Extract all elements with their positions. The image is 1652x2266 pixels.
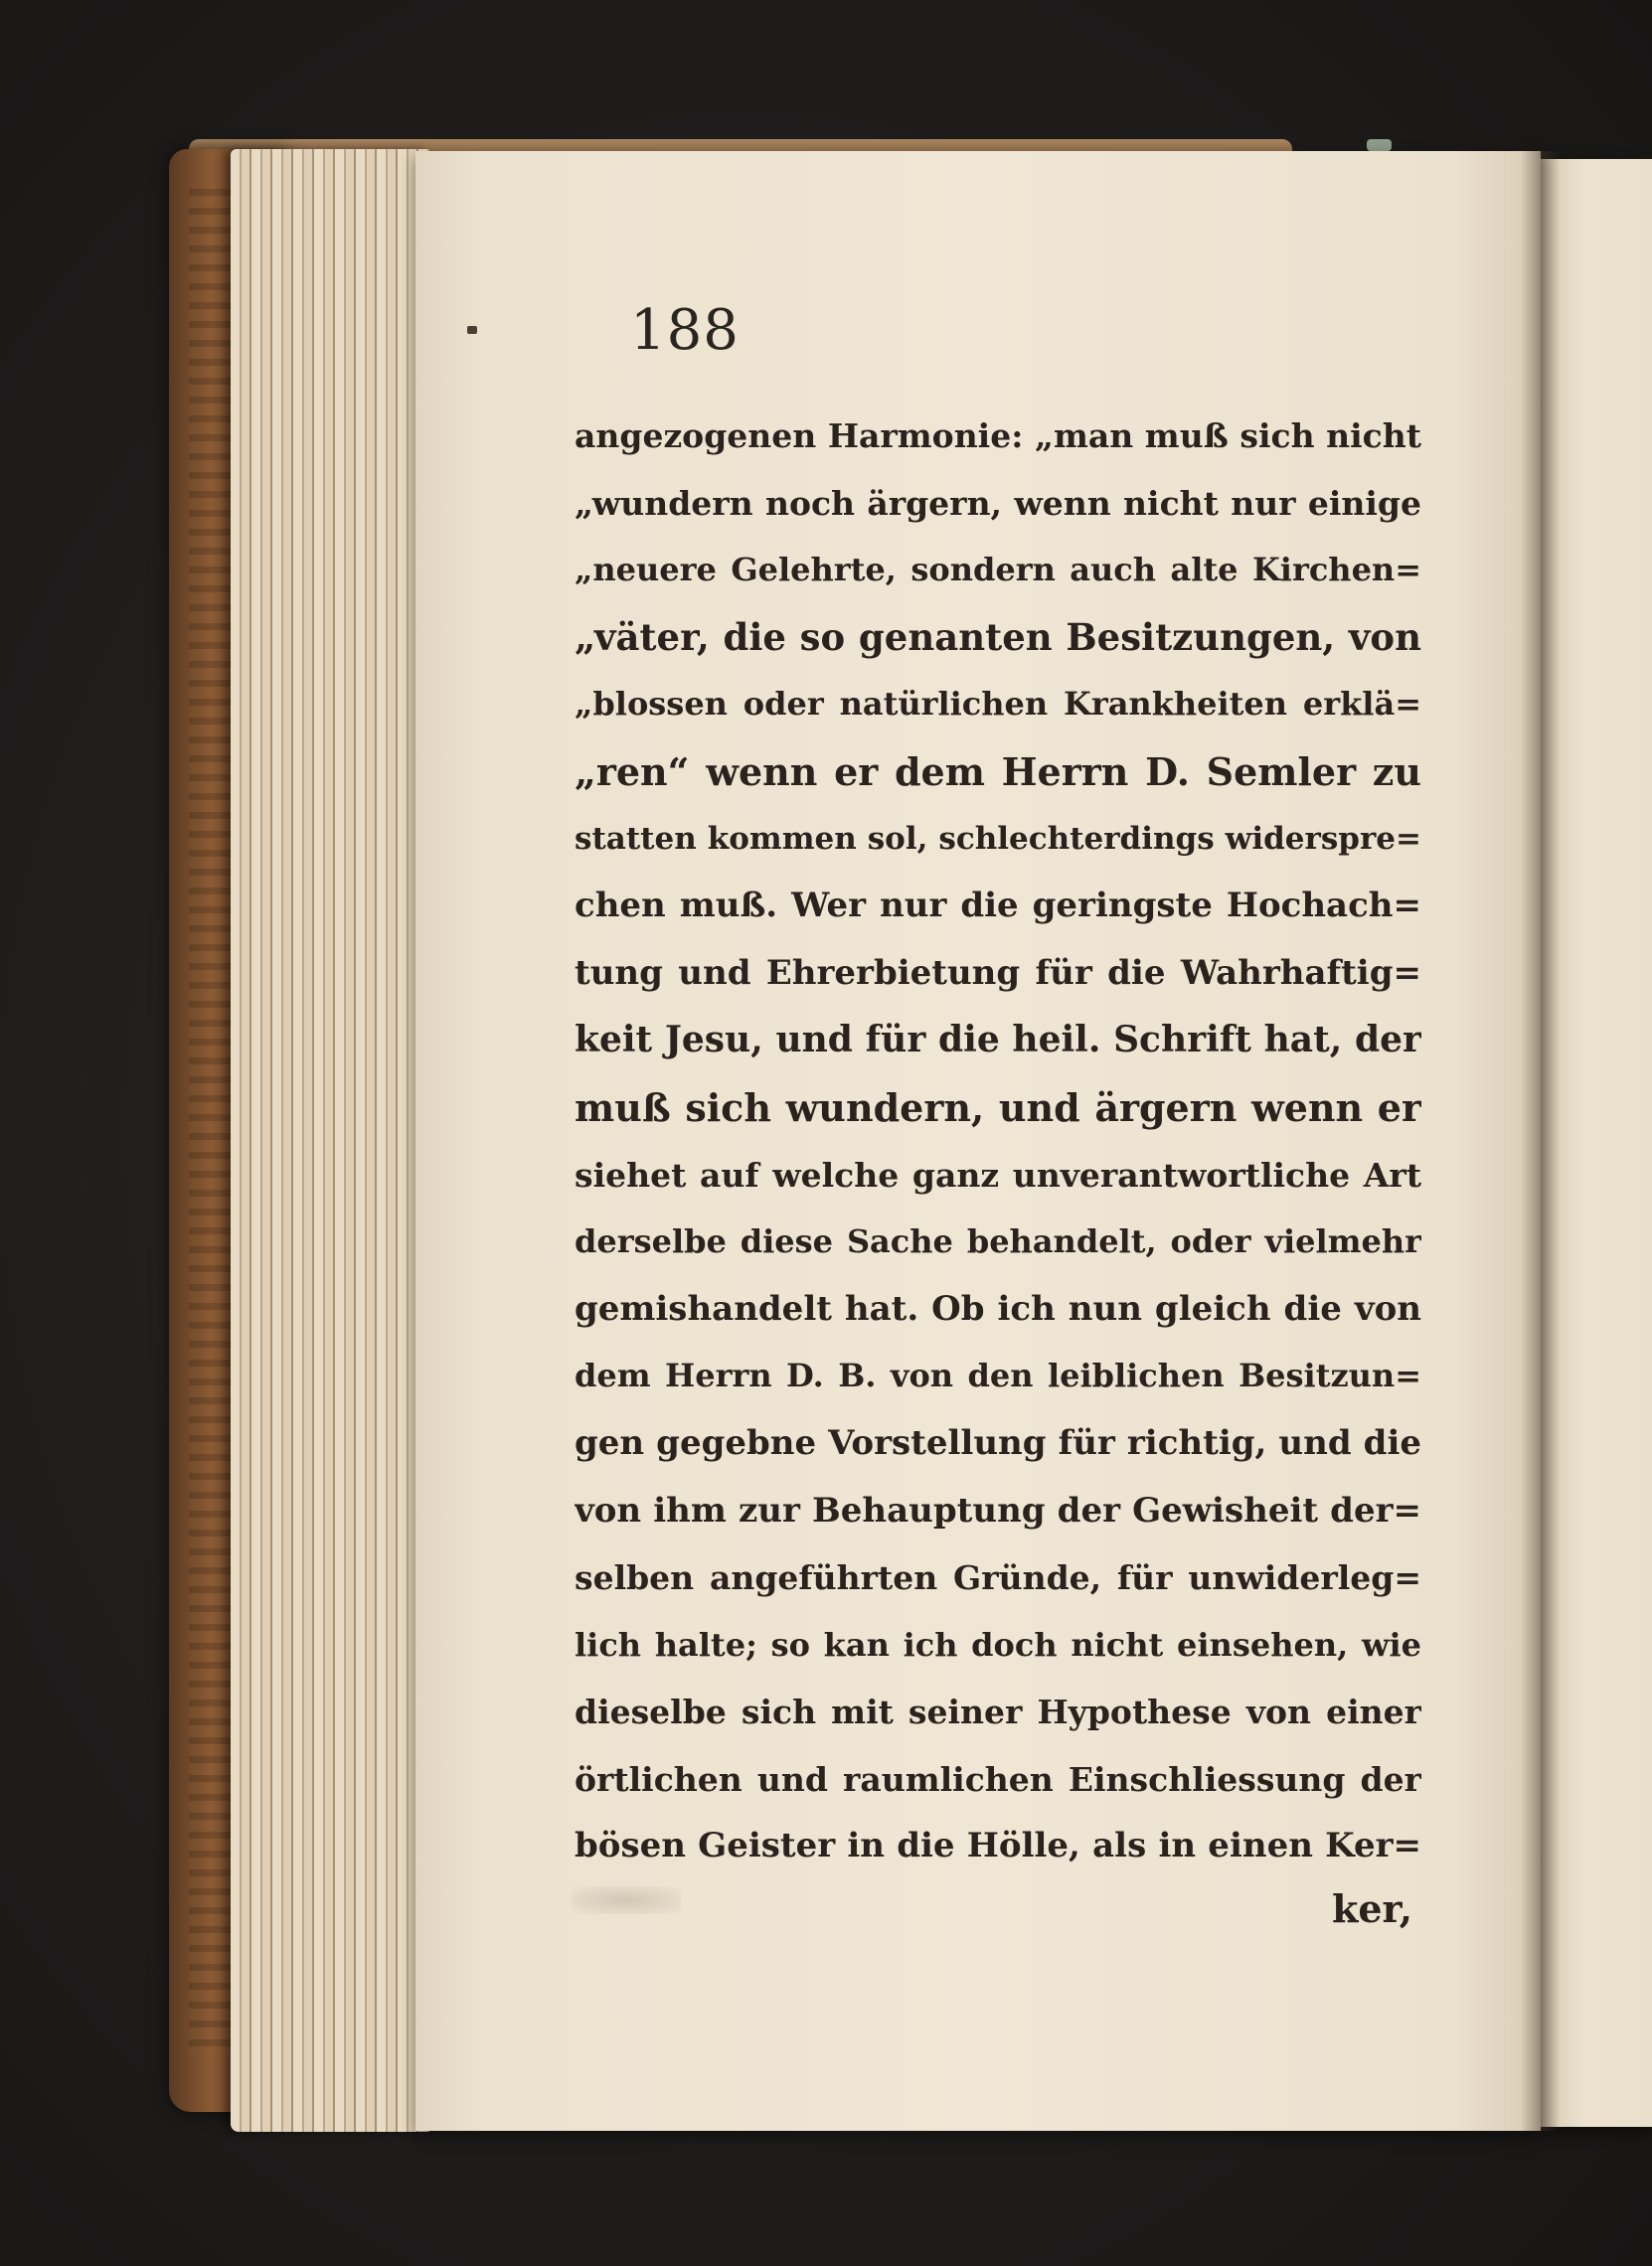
text-line: gemishandelt hat. Ob ich nun gleich die von: [575, 1288, 1421, 1329]
text-line: dieselbe sich mit seiner Hypothese von einer: [575, 1693, 1421, 1732]
text-line: örtlichen und raumlichen Einschliessung der: [575, 1759, 1421, 1799]
text-line: bösen Geister in die Hölle, als in einen Ker=: [575, 1826, 1421, 1866]
text-line: „ren“ wenn er dem Herrn D. Semler zu: [575, 748, 1421, 794]
page-number: 188: [630, 298, 740, 363]
text-line: statten kommen sol, schlechterdings widerspre=: [575, 820, 1421, 857]
text-line: siehet auf welche ganz unverantwortliche Art: [575, 1155, 1421, 1195]
text-line: selben angeführten Gründe, für unwiderleg=: [575, 1558, 1421, 1598]
text-line: chen muß. Wer nur die geringste Hochach=: [575, 886, 1421, 926]
catchword: ker,: [1332, 1886, 1412, 1931]
text-line: gen gegebne Vorstellung für richtig, und die: [575, 1422, 1421, 1463]
text-line: keit Jesu, und für die heil. Schrift hat, der: [575, 1019, 1421, 1061]
text-line: lich halte; so kan ich doch nicht einsehen, wie: [575, 1625, 1421, 1664]
text-line: tung und Ehrerbietung für die Wahrhaftig=: [575, 952, 1421, 993]
text-line: von ihm zur Behauptung der Gewisheit der=: [575, 1490, 1421, 1531]
text-line: derselbe diese Sache behandelt, oder vielmehr: [575, 1222, 1421, 1261]
page-edge-stack: [231, 149, 429, 2132]
text-line: „blossen oder natürlichen Krankheiten erklä=: [575, 685, 1421, 724]
ink-bleed-through: [572, 1886, 681, 1914]
text-line: „wundern noch ärgern, wenn nicht nur einige: [575, 483, 1421, 523]
binding-thread: [1367, 139, 1392, 151]
text-line: „väter, die so genanten Besitzungen, von: [575, 614, 1421, 659]
text-line: dem Herrn D. B. von den leiblichen Besitzun=: [575, 1357, 1421, 1395]
text-line: angezogenen Harmonie: „man muß sich nicht: [575, 416, 1421, 455]
body-text: [575, 403, 1421, 1880]
page-gutter-shadow: [1521, 151, 1561, 2131]
text-line: „neuere Gelehrte, sondern auch alte Kirchen=: [575, 551, 1421, 589]
text-line: muß sich wundern, und ärgern wenn er: [575, 1084, 1421, 1130]
margin-mark: [467, 326, 477, 334]
